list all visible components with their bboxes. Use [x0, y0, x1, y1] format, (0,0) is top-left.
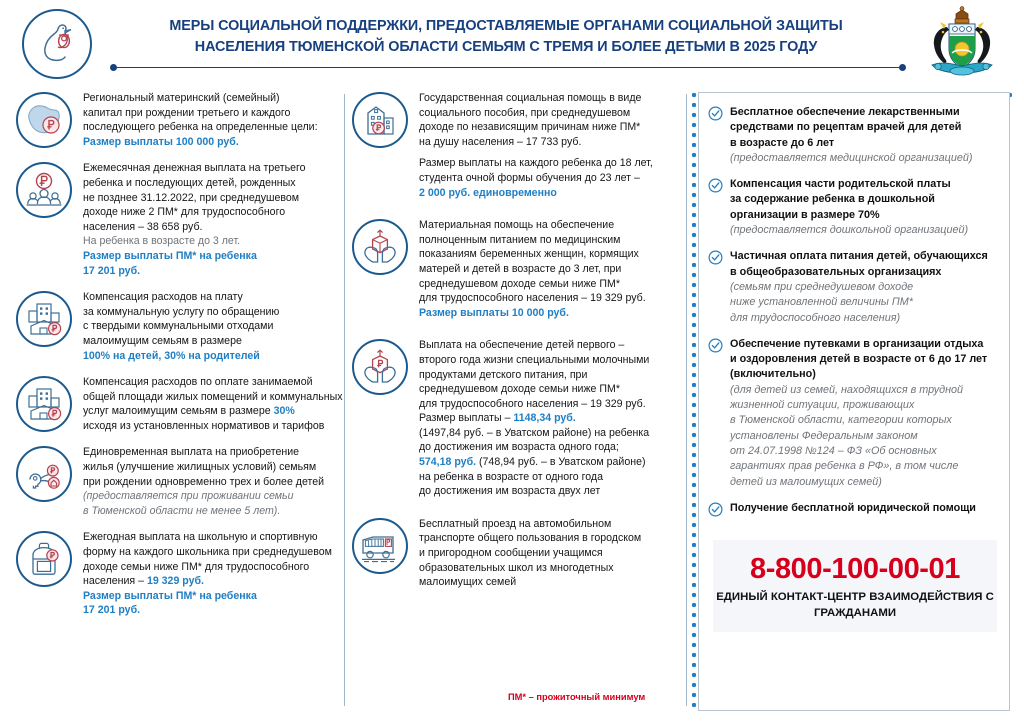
hands-milk-package-ruble-icon	[352, 339, 408, 395]
measure-item	[16, 374, 346, 433]
amount-line: Размер выплаты 10 000 руб.	[419, 306, 569, 319]
measure-text	[83, 444, 346, 518]
text-segment: Размер выплаты –	[419, 412, 514, 425]
contact-phone-number[interactable]: 8-800-100-00-01	[749, 552, 961, 585]
note-line: На ребенка в возрасте до 3 лет.	[83, 235, 241, 248]
text-line-with-amount	[83, 404, 346, 419]
measure-text	[83, 160, 346, 278]
footnote-pm-definition: ПМ* – прожиточный минимум	[508, 692, 646, 702]
text-line-with-amount	[419, 411, 682, 426]
text-line: в возрасте до 6 лет	[730, 136, 835, 149]
note-line: (предоставляется дошкольной организацией)	[730, 224, 969, 237]
note-line: (для детей из семей, находящихся в трудной	[730, 383, 964, 396]
check-circle-icon	[708, 106, 723, 121]
text-line: образовательных школ из многодетных	[419, 561, 614, 574]
text-line: жилья (улучшение жилищных условий) семьям	[83, 461, 317, 474]
measure-text	[83, 374, 346, 433]
amount-line: 2 000 руб. единовременно	[419, 186, 557, 199]
text-line: населения – 38 658 руб.	[83, 220, 203, 233]
measure-text	[419, 217, 682, 320]
text-line: доходе по независящим причинам ниже ПМ*	[419, 121, 641, 134]
hands-food-package-icon	[352, 219, 408, 275]
text-line: Обеспечение путевками в организации отдыха	[730, 337, 984, 350]
tyumen-oblast-coat-of-arms-icon	[914, 4, 1010, 84]
text-line: Выплата на обеспечение детей первого –	[419, 339, 625, 352]
text-line: второго года жизни специальными молочными	[419, 353, 650, 366]
benefit-text	[730, 249, 999, 325]
text-line: и пригородном сообщении учащимся	[419, 547, 603, 560]
text-line: малоимущих семей	[419, 576, 517, 589]
benefit-text	[730, 177, 999, 238]
page-title-line-2: НАСЕЛЕНИЯ ТЮМЕНСКОЙ ОБЛАСТИ СЕМЬЯМ С ТРЕМЯ И БОЛЕЕ ДЕТЬМИ В 2025 ГОДУ	[194, 38, 818, 55]
text-line: доходе ниже 2 ПМ* для трудоспособного	[83, 206, 286, 219]
text-line: транспорте общего пользования в городском	[419, 532, 642, 545]
measure-item	[16, 90, 346, 149]
benefit-item	[708, 249, 999, 325]
benefit-item	[708, 177, 999, 238]
building-housing-ruble-icon	[16, 376, 72, 432]
benefit-text	[730, 501, 999, 516]
note-line: в Тюменской области, категории которых	[730, 414, 952, 427]
note-line: (предоставляется при проживании семьи	[83, 490, 294, 503]
text-segment: услуг малоимущим семьям в размере	[83, 405, 274, 418]
text-line: Единовременная выплата на приобретение	[83, 446, 300, 459]
text-line: Материальная помощь на обеспечение	[419, 219, 615, 232]
measure-item	[352, 516, 682, 590]
rule-line	[114, 67, 902, 69]
text-line: с твердыми коммунальными отходами	[83, 320, 274, 333]
text-line: матерей и детей в возрасте до 3 лет, при	[419, 262, 622, 275]
middle-column	[352, 90, 682, 601]
measure-item	[352, 90, 682, 200]
text-line: Размер выплаты на каждого ребенка до 18 лет,	[419, 157, 653, 170]
text-line: Частичная оплата питания детей, обучающихся	[730, 250, 988, 263]
amount-segment: 30%	[273, 405, 295, 418]
school-backpack-ruble-icon	[16, 531, 72, 587]
subtitle-line-2: ВЗАИМОДЕЙСТВИЯ С ГРАЖДАНАМИ	[813, 590, 994, 619]
text-line: в общеобразовательных организациях	[730, 265, 942, 278]
text-line: Региональный материнский (семейный)	[83, 92, 280, 104]
text-line: ребенка и последующих детей, рожденных	[83, 176, 296, 189]
check-circle-icon	[708, 250, 723, 265]
measure-item	[352, 217, 682, 320]
measure-text	[419, 516, 682, 590]
contact-center-subtitle	[713, 589, 997, 621]
text-line: среднедушевом доходе семьи ниже ПМ*	[419, 277, 620, 290]
check-circle-icon	[708, 178, 723, 193]
right-panel	[698, 92, 1010, 711]
text-line: на душу населения – 17 733 руб.	[419, 135, 582, 148]
header-divider-rule	[106, 63, 906, 73]
panel-dotted-border-left	[691, 92, 697, 711]
region-map-ruble-icon	[16, 92, 72, 148]
benefit-text	[730, 105, 999, 166]
text-line: для трудоспособного населения – 19 329 руб.	[419, 397, 646, 410]
right-panel-list	[699, 93, 1009, 517]
measure-text	[83, 289, 346, 363]
measure-text	[419, 337, 682, 499]
text-line: Государственная социальная помощь в виде	[419, 92, 642, 104]
text-line: (включительно)	[730, 368, 816, 381]
text-line: Компенсация расходов по оплате занимаемой	[83, 376, 313, 389]
text-line: Ежемесячная денежная выплата на третьего	[83, 162, 306, 175]
rule-dot-right	[899, 64, 906, 71]
measure-text	[419, 90, 682, 200]
text-line: форму на каждого школьника при среднедушевом	[83, 546, 332, 559]
text-line: Компенсация расходов на плату	[83, 291, 243, 304]
amount-line: Размер выплаты ПМ* на ребенка	[83, 589, 257, 602]
amount-line: Размер выплаты 100 000 руб.	[83, 135, 239, 148]
text-line: Бесплатное обеспечение лекарственными	[730, 106, 960, 118]
measure-text	[83, 90, 346, 149]
measure-item	[16, 444, 346, 518]
text-line: до достижения им возраста одного года;	[419, 441, 619, 454]
text-line: показаниям беременных женщин, кормящих	[419, 248, 639, 261]
left-column	[16, 90, 346, 629]
check-circle-icon	[708, 502, 723, 517]
note-line: жизненной ситуации, проживающих	[730, 399, 915, 412]
contact-center-box	[713, 540, 997, 632]
bus-transport-icon	[352, 518, 408, 574]
text-line: студента очной формы обучения до 23 лет –	[419, 171, 640, 184]
government-building-ruble-icon	[352, 92, 408, 148]
benefit-item	[708, 105, 999, 166]
text-line: Получение бесплатной юридической помощи	[730, 501, 976, 514]
measure-text	[83, 529, 346, 618]
measure-item	[16, 160, 346, 278]
subtitle-line-1: ЕДИНЫЙ КОНТАКТ-ЦЕНТР	[716, 590, 867, 603]
check-circle-icon	[708, 338, 723, 353]
text-line: организации в размере 70%	[730, 208, 880, 221]
text-line: среднедушевом доходе семьи ниже ПМ*	[419, 383, 620, 396]
text-segment: населения –	[83, 575, 147, 588]
column-divider-2	[686, 94, 687, 706]
text-line: последующего ребенка на определенные цели:	[83, 121, 318, 134]
text-line: (1497,84 руб. – в Уватском районе) на ребенка	[419, 426, 650, 439]
amount-segment: 19 329 руб.	[146, 575, 204, 588]
note-line: (предоставляется медицинской организацией)	[730, 151, 973, 164]
note-line: установлены Федеральным законом	[730, 429, 918, 442]
text-line: Бесплатный проезд на автомобильном	[419, 517, 612, 530]
benefit-item	[708, 337, 999, 490]
text-line: социального пособия, при среднедушевом	[419, 106, 631, 119]
benefit-item	[708, 501, 999, 517]
note-line: в Тюменской области не менее 5 лет).	[83, 504, 281, 517]
note-line: для трудоспособного населения)	[730, 311, 901, 324]
text-line: Компенсация части родительской платы	[730, 178, 951, 191]
measure-item	[352, 337, 682, 499]
note-line: от 24.07.1998 №124 – ФЗ «Об основных	[730, 444, 937, 457]
text-line: не позднее 31.12.2022, при среднедушевом	[83, 191, 300, 204]
text-line: за содержание ребенка в дошкольной	[730, 193, 935, 206]
text-line: до достижения им возраста двух лет	[419, 485, 601, 498]
amount-line: Размер выплаты ПМ* на ребенка	[83, 249, 257, 262]
family-ruble-icon	[16, 162, 72, 218]
text-line-with-amount	[83, 574, 346, 589]
text-line: доходе семьи ниже ПМ* для трудоспособного	[83, 560, 310, 573]
note-line: ниже установленной величины ПМ*	[730, 296, 913, 309]
amount-segment: 574,18 руб.	[419, 456, 477, 469]
text-line: капитал при рождении третьего и каждого	[83, 106, 291, 119]
measure-item	[16, 529, 346, 618]
benefit-text	[730, 337, 999, 490]
text-segment: (748,94 руб. – в Уватском районе)	[476, 456, 646, 469]
measure-item	[16, 289, 346, 363]
house-keys-ruble-icon	[16, 446, 72, 502]
note-line: детей из малоимущих семей)	[730, 475, 882, 488]
text-line: при рождении одновременно трех и более детей	[83, 475, 325, 488]
spacer-line	[419, 149, 682, 156]
building-waste-ruble-icon	[16, 291, 72, 347]
header-title-block	[92, 16, 914, 73]
page-header	[0, 0, 1024, 88]
amount-segment: 1148,34 руб.	[513, 412, 576, 425]
text-line-with-amount	[419, 455, 682, 470]
text-line: средствами по рецептам врачей для детей	[730, 121, 962, 134]
text-line: продуктами детского питания, при	[419, 368, 588, 381]
text-line: Ежегодная выплата на школьную и спортивную	[83, 531, 318, 544]
text-line: полноценным питанием по медицинским	[419, 233, 621, 246]
text-line: за коммунальную услугу по обращению	[83, 305, 280, 318]
text-line: общей площади жилых помещений и коммунальных	[83, 390, 343, 403]
amount-line: 17 201 руб.	[83, 604, 141, 617]
text-line: на ребенка в возрасте от одного года	[419, 470, 603, 483]
page-title-line-1: МЕРЫ СОЦИАЛЬНОЙ ПОДДЕРЖКИ, ПРЕДОСТАВЛЯЕМЫЕ ОРГАНАМИ СОЦИАЛЬНОЙ ЗАЩИТЫ	[169, 17, 843, 34]
text-line: малоимущим семьям в размере	[83, 334, 242, 347]
text-line: и оздоровления детей в возрасте от 6 до 17 лет	[730, 353, 988, 366]
text-line: для трудоспособного населения – 19 329 руб.	[419, 292, 646, 305]
note-line: (семьям при среднедушевом доходе	[730, 280, 914, 293]
amount-line: 17 201 руб.	[83, 264, 141, 277]
text-line: исходя из установленных нормативов и тарифов	[83, 419, 325, 432]
stork-with-baby-icon	[22, 9, 92, 79]
note-line: гарантиях прав ребенка в РФ», в том числе	[730, 460, 959, 473]
amount-line: 100% на детей, 30% на родителей	[83, 349, 260, 362]
